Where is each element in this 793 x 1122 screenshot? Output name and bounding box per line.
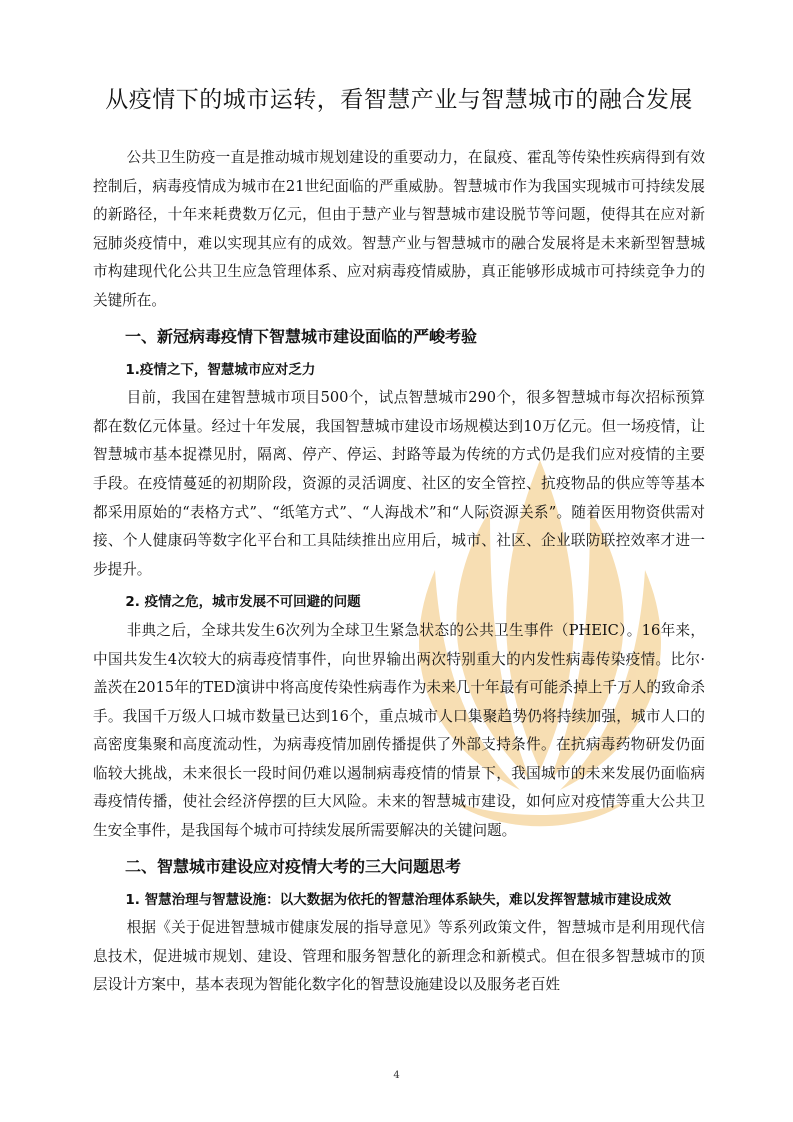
section-2-1-heading: 1. 智慧治理与智慧设施：以大数据为依托的智慧治理体系缺失，难以发挥智慧城市建设成效 <box>125 891 672 908</box>
document-page <box>93 80 705 1000</box>
page-number: 4 <box>393 1070 400 1081</box>
section-1-1-heading: 1.疫情之下，智慧城市应对乏力 <box>125 361 316 378</box>
section-1-2-heading: 2. 疫情之危，城市发展不可回避的问题 <box>125 594 361 611</box>
document-title: 从疫情下的城市运转，看智慧产业与智慧城市的融合发展 <box>105 87 693 113</box>
section-1-heading: 一、新冠病毒疫情下智慧城市建设面临的严峻考验 <box>125 326 478 346</box>
section-2-heading: 二、智慧城市建设应对疫情大考的三大问题思考 <box>125 856 462 876</box>
section-1-2-paragraph: 非典之后，全球共发生6次列为全球卫生紧急状态的公共卫生事件（PHEIC）。16年来，中国共发生4次较大的病毒疫情事件，向世界输出两次特别重大的内发性病毒传染疫情。比尔·盖茨在2015年的TED演讲中将高度传染性病毒作为未来几十年最有可能杀掉上千万人的致命杀手。我国千万级人口城市数量已达到16个，重点城市人口集聚趋势仍将持续加强，城市人口的高密度集聚和高度流动性，为病毒疫情加剧传播提供了外部支持条件。在抗病毒药物研发仍面临较大挑战，未来很长一段时间仍难以遏制病毒疫情的情景下，我国城市的未来发展仍面临病毒疫情传播，使社会经济停摆的巨大风险。未来的智慧城市建设，如何应对疫情等重大公共卫生安全事件，是我国每个城市可持续发展所需要解决的关键问题。 <box>93 621 705 840</box>
section-1-1-paragraph: 目前，我国在建智慧城市项目500个，试点智慧城市290个，很多智慧城市每次招标预算都在数亿元体量。经过十年发展，我国智慧城市建设市场规模达到10万亿元。但一场疫情，让智慧城市基本捉襟见肘，隔离、停产、停运、封路等最为传统的方式仍是我们应对疫情的主要手段。在疫情蔓延的初期阶段，资源的灵活调度、社区的安全管控、抗疫物品的供应等等基本都采用原始的“表格方式”、“纸笔方式”、“人海战术”和“人际资源关系”。随着医用物资供需对接、个人健康码等数字化平台和工具陆续推出应用后，城市、社区、企业联防联控效率才进一步提升。 <box>93 389 705 578</box>
section-2-1-paragraph: 根据《关于促进智慧城市健康发展的指导意见》等系列政策文件，智慧城市是利用现代信息技术，促进城市规划、建设、管理和服务智慧化的新理念和新模式。但在很多智慧城市的顶层设计方案中，基本表现为智能化数字化的智慧设施建设以及服务老百姓 <box>93 919 705 994</box>
intro-paragraph: 公共卫生防疫一直是推动城市规划建设的重要动力，在鼠疫、霍乱等传染性疾病得到有效控制后，病毒疫情成为城市在21世纪面临的严重威胁。智慧城市作为我国实现城市可持续发展的新路径，十年来耗费数万亿元，但由于慧产业与智慧城市建设脱节等问题，使得其在应对新冠肺炎疫情中，难以实现其应有的成效。智慧产业与智慧城市的融合发展将是未来新型智慧城市构建现代化公共卫生应急管理体系、应对病毒疫情威胁，真正能够形成城市可持续竞争力的关键所在。 <box>93 149 705 309</box>
